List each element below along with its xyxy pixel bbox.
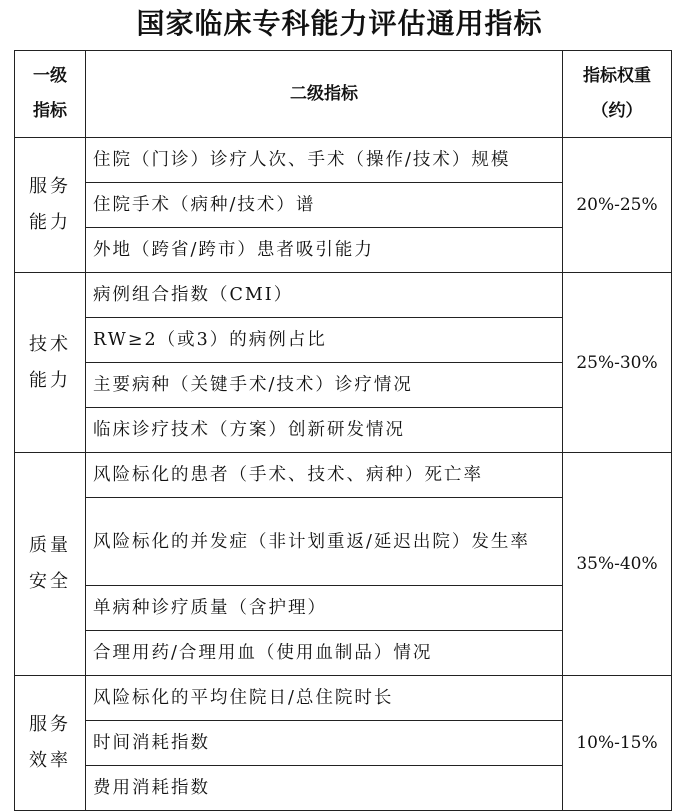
indicator-cell: 时间消耗指数 [86,721,563,766]
indicator-cell: 病例组合指数（CMI） [86,273,563,318]
header-level2: 二级指标 [86,51,563,138]
category-service-capacity [15,138,86,273]
indicator-cell: 主要病种（关键手术/技术）诊疗情况 [86,363,563,408]
indicator-cell: 风险标化的并发症（非计划重返/延迟出院）发生率 [86,498,563,586]
header-level1 [15,51,86,138]
page-title: 国家临床专科能力评估通用指标 [136,7,543,40]
indicator-cell: 单病种诊疗质量（含护理） [86,586,563,631]
table-row [15,453,672,498]
header-weight-line1: 指标权重 [583,66,651,86]
indicator-cell: 外地（跨省/跨市）患者吸引能力 [86,228,563,273]
indicator-cell: RW≥2（或3）的病例占比 [86,318,563,363]
indicator-cell: 费用消耗指数 [86,766,563,811]
header-level1-line2: 指标 [33,101,67,121]
table-header-row [15,51,672,138]
indicator-cell: 风险标化的患者（手术、技术、病种）死亡率 [86,453,563,498]
category-technical-capacity [15,273,86,453]
table-row [15,676,672,721]
category-line: 能力 [29,369,71,391]
weight-cell: 10%-15% [563,676,672,811]
weight-cell: 25%-30% [563,273,672,453]
header-weight-line2: （约） [591,101,643,121]
category-line: 服务 [29,714,71,735]
category-quality-safety [15,453,86,676]
header-weight [563,51,672,138]
indicator-table [14,50,672,811]
category-line: 能力 [29,212,71,233]
table-row [15,138,672,183]
indicator-cell: 临床诊疗技术（方案）创新研发情况 [86,408,563,453]
header-level1-line1: 一级 [33,66,67,86]
category-line: 服务 [29,176,71,197]
category-line: 效率 [29,750,71,771]
indicator-cell: 合理用药/合理用血（使用血制品）情况 [86,631,563,676]
category-line: 质量 [29,535,71,556]
weight-cell: 20%-25% [563,138,672,273]
table-row [15,273,672,318]
weight-cell: 35%-40% [563,453,672,676]
indicator-cell: 风险标化的平均住院日/总住院时长 [86,676,563,721]
indicator-cell: 住院（门诊）诊疗人次、手术（操作/技术）规模 [86,138,563,183]
category-line: 技术 [29,333,71,355]
indicator-cell: 住院手术（病种/技术）谱 [86,183,563,228]
category-line: 安全 [29,571,71,592]
category-service-efficiency [15,676,86,811]
